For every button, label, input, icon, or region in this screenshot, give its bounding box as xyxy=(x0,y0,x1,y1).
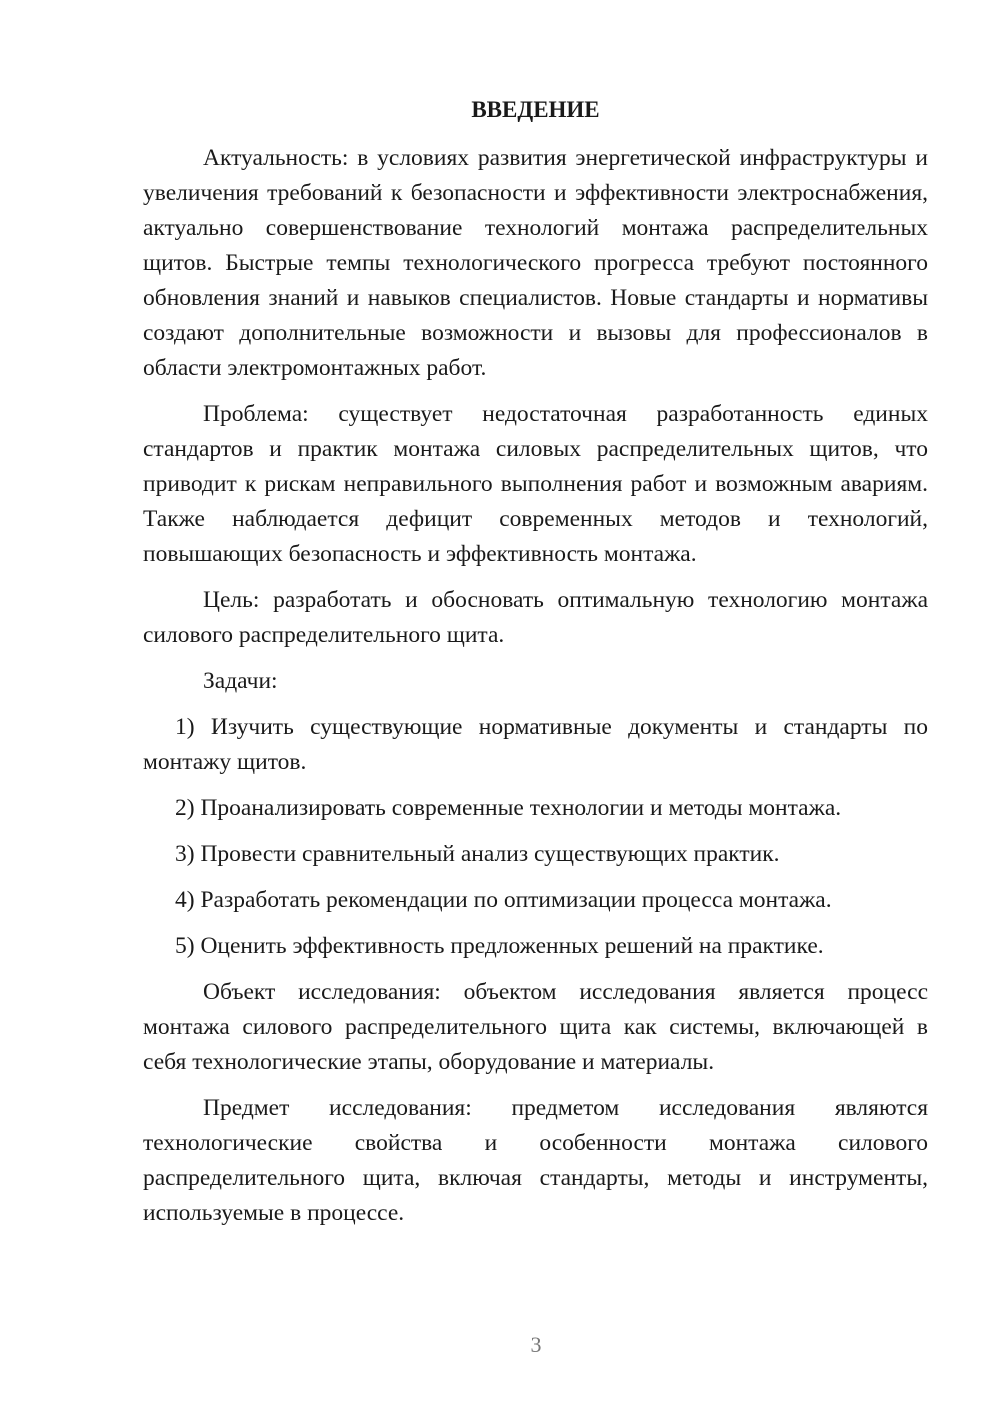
page-number: 3 xyxy=(530,1332,542,1357)
paragraph-problem: Проблема: существует недостаточная разработанность единых стандартов и практик монтажа силовых распределительных щитов, что приводит к рискам неправильного выполнения работ и возможным авариям. Также наблюдается дефицит современных методов и технологий, повышающих безопасность и эффективность монтажа. xyxy=(143,401,928,567)
task-item: 4) Разработать рекомендации по оптимизации процесса монтажа. xyxy=(175,887,832,913)
task-item: 2) Проанализировать современные технологии и методы монтажа. xyxy=(175,795,842,821)
document-page xyxy=(143,92,928,1242)
paragraph-goal: Цель: разработать и обосновать оптимальную технологию монтажа силового распределительного щита. xyxy=(143,587,928,648)
paragraph-object: Объект исследования: объектом исследования является процесс монтажа силового распределительного щита как системы, включающей в себя технологические этапы, оборудование и материалы. xyxy=(143,979,928,1075)
section-title: ВВЕДЕНИЕ xyxy=(471,97,600,122)
task-item: 1) Изучить существующие нормативные документы и стандарты по монтажу щитов. xyxy=(143,714,928,775)
tasks-label: Задачи: xyxy=(203,668,278,694)
paragraph-subject: Предмет исследования: предметом исследования являются технологические свойства и особенности монтажа силового распределительного щита, включая стандарты, методы и инструменты, используемые в процессе. xyxy=(143,1095,928,1226)
task-item: 5) Оценить эффективность предложенных решений на практике. xyxy=(175,933,824,959)
task-item: 3) Провести сравнительный анализ существующих практик. xyxy=(175,841,780,867)
paragraph-relevance: Актуальность: в условиях развития энергетической инфраструктуры и увеличения требований к безопасности и эффективности электроснабжения, актуально совершенствование технологий монтажа распределительных щитов. Быстрые темпы технологического прогресса требуют постоянного обновления знаний и навыков специалистов. Новые стандарты и нормативы создают дополнительные возможности и вызовы для профессионалов в области электромонтажных работ. xyxy=(143,145,928,381)
